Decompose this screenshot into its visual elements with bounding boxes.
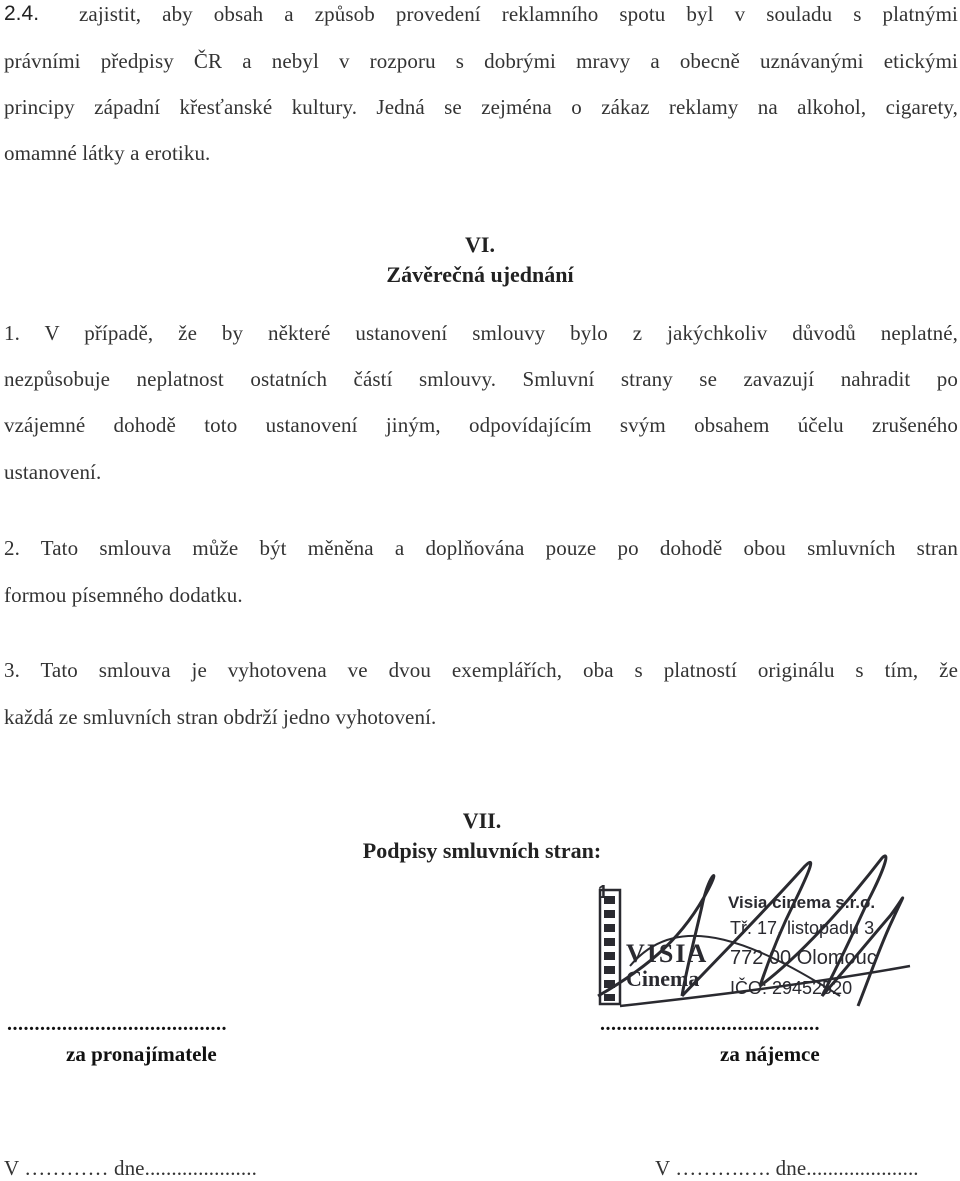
signature-label-left: za pronajímatele [66,1042,217,1066]
section-6-p1-line-4: ustanovení. [4,460,102,484]
signature-label-right: za nájemce [720,1042,820,1066]
clause-24-line-1: zajistit, aby obsah a způsob provedení reklamního spotu byl v souladu s platnými [79,2,958,26]
section-6-title: Závěrečná ujednání [386,262,574,287]
company-stamp-with-signature [590,846,920,1036]
place-date-left: V ………… dne..................... [4,1156,257,1180]
section-6-p1-line-2: nezpůsobuje neplatnost ostatních částí smlouvy. Smluvní strany se zavazují nahradit po [4,367,958,391]
stamp-ico: IČO: 29452520 [730,978,853,998]
section-7-number: VII. [462,808,502,833]
clause-number: 2.4. [4,2,40,25]
section-6-p2-line-1: 2. Tato smlouva může být měněna a doplňována pouze po dohodě obou smluvních stran [4,536,958,560]
section-6-p1-line-1: 1. V případě, že by některé ustanovení smlouvy bylo z jakýchkoliv důvodů neplatné, [4,321,958,345]
section-6-number: VI. [465,232,495,257]
clause-24-line-3: principy západní křesťanské kultury. Jedná se zejména o zákaz reklamy na alkohol, cigarety, [4,95,958,119]
stamp-logo-word-2: Cinema [626,966,700,991]
place-date-right: V ……….…. dne..................... [655,1156,919,1180]
section-6-p3-line-1: 3. Tato smlouva je vyhotovena ve dvou exemplářích, oba s platností originálu s tím, že [4,658,958,682]
section-7-title: Podpisy smluvních stran: [362,838,602,863]
signature-line-right: ........................................ [600,1013,820,1035]
clause-24-line-2: právními předpisy ČR a nebyl v rozporu s dobrými mravy a obecně uznávanými etickými [4,49,958,73]
section-6-p1-line-3: vzájemné dohodě toto ustanovení jiným, odpovídajícím svým obsahem účelu zrušeného [4,413,958,437]
stamp-street: Tř. 17. listopadu 3 [730,918,875,938]
stamp-logo-number: 1 [598,882,609,902]
signature-line-left: ........................................ [7,1013,227,1035]
stamp-logo-word-1: VISIA [626,939,709,968]
section-6-p3-line-2: každá ze smluvních stran obdrží jedno vyhotovení. [4,705,437,729]
section-6-p2-line-2: formou písemného dodatku. [4,583,243,607]
stamp-city: 772 00 Olomouc [730,947,877,969]
stamp-company-name: Visia cinema s.r.o. [728,893,876,912]
clause-24-line-4: omamné látky a erotiku. [4,141,211,165]
